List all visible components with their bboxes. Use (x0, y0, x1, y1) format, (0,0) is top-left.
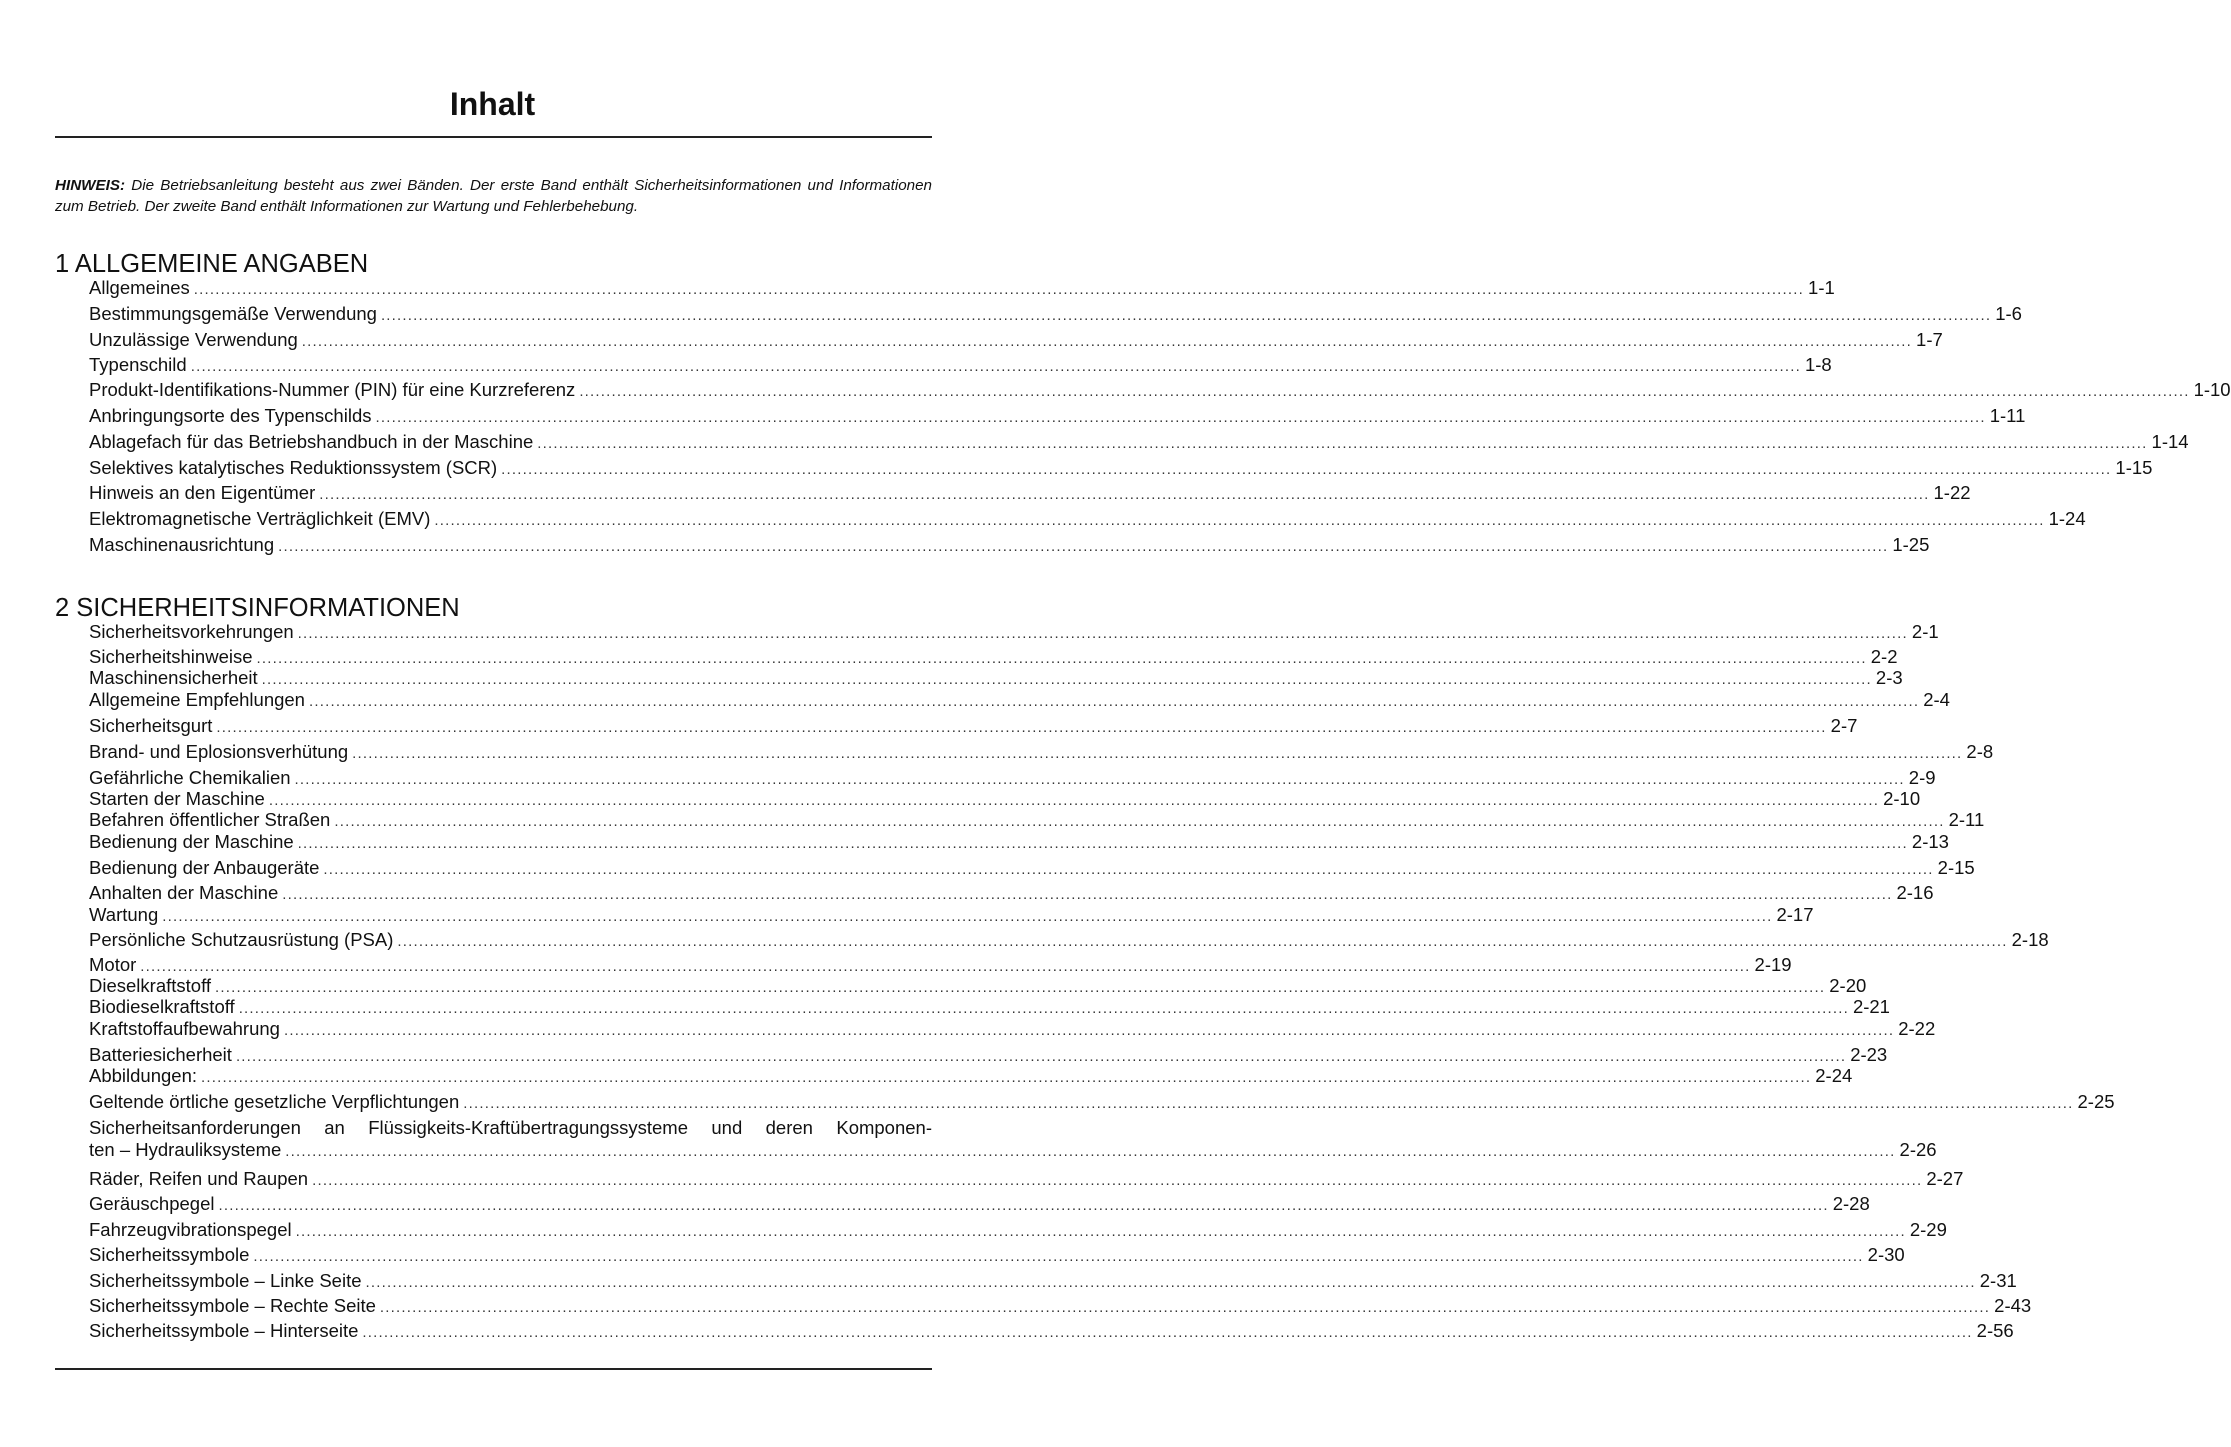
dot-leader: ............................................................................................................................................................................................................................................................................................................ (261, 671, 1872, 688)
dot-leader: ............................................................................................................................................................................................................................................................................................................ (215, 979, 1826, 996)
dot-leader: ............................................................................................................................................................................................................................................................................................................ (256, 650, 1867, 667)
toc-entry-page: 2-10 (1883, 788, 1921, 809)
dot-leader: ............................................................................................................................................................................................................................................................................................................ (253, 1248, 1864, 1265)
dot-leader: ............................................................................................................................................................................................................................................................................................................ (140, 958, 1751, 975)
note-label: HINWEIS: (55, 177, 126, 194)
dot-leader: ............................................................................................................................................................................................................................................................................................................ (352, 745, 1963, 762)
dot-leader: ............................................................................................................................................................................................................................................................................................................ (463, 1095, 2074, 1112)
toc-entry-title: Brand- und Eplosionsverhütung (89, 741, 349, 762)
dot-leader: ............................................................................................................................................................................................................................................................................................................ (235, 1048, 1847, 1065)
toc-entry[interactable] (89, 929, 2049, 953)
toc-entry-page: 2-1 (1911, 621, 1939, 642)
toc-entry-page: 2-11 (1948, 809, 1985, 830)
toc-entry-title: Anhalten der Maschine (89, 882, 279, 903)
toc-entry-page: 1-6 (1995, 303, 2022, 324)
toc-entry-title: Allgemeines (89, 277, 190, 298)
dot-leader: ............................................................................................................................................................................................................................................................................................................ (297, 625, 1908, 642)
toc-entry-title: Sicherheitssymbole – Linke Seite (89, 1270, 362, 1291)
dot-leader: ............................................................................................................................................................................................................................................................................................................ (216, 719, 1827, 736)
section-heading-sicherheitsinformationen: 2 SICHERHEITSINFORMATIONEN (55, 594, 460, 622)
dot-leader: ............................................................................................................................................................................................................................................................................................................ (397, 933, 2008, 950)
dot-leader: ............................................................................................................................................................................................................................................................................................................ (282, 886, 1893, 903)
toc-entry-page: 2-23 (1850, 1044, 1888, 1065)
toc-entry-page: 2-29 (1909, 1219, 1947, 1240)
toc-entry-page: 2-7 (1830, 715, 1858, 736)
toc-entry[interactable] (89, 715, 1858, 739)
note-text: Die Betriebsanleitung besteht aus zwei Bänden. Der erste Band enthält Sicherheitsinformationen und Informationen zum Betrieb. Der zweite Band enthält Informationen zur Wartung und Fehlerbehebung. (55, 177, 932, 215)
toc-entry[interactable] (89, 1091, 2115, 1115)
dot-leader: ............................................................................................................................................................................................................................................................................................................ (278, 538, 1889, 555)
toc-entry[interactable] (89, 1168, 1964, 1192)
toc-entry-title: Bedienung der Maschine (89, 831, 294, 852)
dot-leader: ............................................................................................................................................................................................................................................................................................................ (201, 1069, 1812, 1086)
dot-leader: ............................................................................................................................................................................................................................................................................................................ (295, 1223, 1906, 1240)
toc-entry-page: 2-25 (2077, 1091, 2115, 1112)
dot-leader: ............................................................................................................................................................................................................................................................................................................ (218, 1197, 1829, 1214)
toc-entry-title: Allgemeine Empfehlungen (89, 689, 305, 710)
toc-entry-page: 1-8 (1804, 354, 1832, 375)
toc-entry-page: 1-1 (1808, 277, 1835, 298)
toc-entry[interactable] (89, 621, 1939, 645)
top-divider (55, 136, 932, 138)
toc-entry-title: Sicherheitsgurt (89, 715, 213, 736)
toc-entry-page: 2-4 (1923, 689, 1950, 710)
toc-entry-page: 2-18 (2011, 929, 2049, 950)
toc-entry-title: Selektives katalytisches Reduktionssystem (SCR) (89, 457, 498, 478)
toc-entry-title: Dieselkraftstoff (89, 975, 212, 996)
toc-entry-page: 1-22 (1933, 482, 1971, 503)
toc-entry[interactable] (89, 303, 2022, 327)
toc-entry-page: 2-26 (1899, 1139, 1937, 1160)
toc-entry[interactable] (89, 857, 1975, 881)
toc-entry-title: Bedienung der Anbaugeräte (89, 857, 320, 878)
toc-entry-title: Sicherheitssymbole – Hinterseite (89, 1320, 359, 1341)
toc-entry-title: Kraftstoffaufbewahrung (89, 1018, 280, 1039)
bottom-divider (55, 1368, 932, 1370)
toc-entry-page: 1-25 (1892, 534, 1930, 555)
dot-leader: ............................................................................................................................................................................................................................................................................................................ (283, 1022, 1895, 1039)
toc-entry-page: 2-28 (1832, 1193, 1870, 1214)
toc-entry-page: 2-3 (1875, 667, 1903, 688)
toc-entry[interactable] (89, 1295, 2032, 1319)
toc-entry-page: 2-43 (1994, 1295, 2032, 1316)
toc-entry[interactable] (89, 1320, 2014, 1344)
toc-entry[interactable] (89, 431, 2189, 455)
toc-entry[interactable] (89, 534, 1930, 558)
dot-leader: ............................................................................................................................................................................................................................................................................................................ (323, 861, 1934, 878)
dot-leader: ............................................................................................................................................................................................................................................................................................................ (365, 1274, 1976, 1291)
toc-entry-page: 2-19 (1754, 954, 1792, 975)
toc-entry-page: 2-24 (1815, 1065, 1853, 1086)
toc-entry-page: 2-9 (1908, 767, 1936, 788)
toc-entry-title: Räder, Reifen und Raupen (89, 1168, 309, 1189)
dot-leader: ............................................................................................................................................................................................................................................................................................................ (190, 358, 1801, 375)
dot-leader: ............................................................................................................................................................................................................................................................................................................ (301, 333, 1913, 350)
toc-entry-title: Produkt-Identifikations-Nummer (PIN) für eine Kurzreferenz (89, 379, 576, 400)
toc-entry-page: 2-15 (1937, 857, 1975, 878)
dot-leader: ............................................................................................................................................................................................................................................................................................................ (312, 1172, 1923, 1189)
dot-leader: ............................................................................................................................................................................................................................................................................................................ (380, 307, 1992, 324)
toc-entry-page: 1-11 (1989, 405, 2026, 426)
note-paragraph (55, 176, 932, 217)
toc-entry[interactable] (89, 329, 1943, 353)
toc-entry[interactable] (89, 882, 1934, 906)
dot-leader: ............................................................................................................................................................................................................................................................................................................ (297, 835, 1908, 852)
toc-entry-title: ten – Hydrauliksysteme (89, 1139, 282, 1160)
toc-entry-title: Maschinenausrichtung (89, 534, 275, 555)
toc-entry-page: 1-15 (2115, 457, 2153, 478)
toc-entry-title: Elektromagnetische Verträglichkeit (EMV) (89, 508, 431, 529)
toc-entry[interactable] (89, 457, 2153, 481)
dot-leader: ............................................................................................................................................................................................................................................................................................................ (362, 1324, 1973, 1341)
toc-entry[interactable] (89, 482, 1971, 506)
toc-entry[interactable] (89, 1244, 1905, 1268)
toc-entry-page: 2-30 (1867, 1244, 1905, 1265)
toc-entry-page: 2-56 (1976, 1320, 2014, 1341)
toc-entry-title: Motor (89, 954, 137, 975)
toc-entry-title: Gefährliche Chemikalien (89, 767, 291, 788)
toc-entry-title: Fahrzeugvibrationspegel (89, 1219, 292, 1240)
dot-leader: ............................................................................................................................................................................................................................................................................................................ (319, 486, 1930, 503)
dot-leader: ............................................................................................................................................................................................................................................................................................................ (162, 908, 1773, 925)
toc-entry-title: Sicherheitshinweise (89, 646, 253, 667)
toc-entry[interactable] (89, 904, 1814, 928)
toc-entry-page: 2-2 (1870, 646, 1898, 667)
toc-entry-title: Persönliche Schutzausrüstung (PSA) (89, 929, 394, 950)
dot-leader: ............................................................................................................................................................................................................................................................................................................ (238, 1000, 1849, 1017)
toc-entry-page: 2-16 (1896, 882, 1934, 903)
toc-entry-page: 1-10 (2193, 379, 2231, 400)
dot-leader: ............................................................................................................................................................................................................................................................................................................ (193, 281, 1805, 298)
toc-entry-title: Geltende örtliche gesetzliche Verpflichtungen (89, 1091, 460, 1112)
toc-entry-title: Bestimmungsgemäße Verwendung (89, 303, 377, 324)
toc-entry-page: 1-24 (2048, 508, 2086, 529)
dot-leader: ............................................................................................................................................................................................................................................................................................................ (294, 771, 1905, 788)
section-heading-allgemeine-angaben: 1 ALLGEMEINE ANGABEN (55, 250, 369, 278)
toc-entry-title: Geräuschpegel (89, 1193, 215, 1214)
toc-entry-title: Hinweis an den Eigentümer (89, 482, 316, 503)
toc-entry-page: 2-13 (1911, 831, 1949, 852)
toc-entry[interactable] (89, 1018, 1936, 1042)
toc-entry-title: Sicherheitssymbole – Rechte Seite (89, 1295, 376, 1316)
toc-entry[interactable] (89, 277, 1835, 301)
toc-entry-page: 2-31 (1979, 1270, 2017, 1291)
toc-entry-title: Anbringungsorte des Typenschilds (89, 405, 372, 426)
toc-entry-title: Starten der Maschine (89, 788, 265, 809)
toc-entry-page: 2-17 (1776, 904, 1814, 925)
toc-entry[interactable] (89, 741, 1994, 765)
toc-entry[interactable] (89, 809, 1985, 833)
toc-entry[interactable] (89, 996, 1890, 1020)
toc-entry-page: 2-27 (1926, 1168, 1964, 1189)
dot-leader: ............................................................................................................................................................................................................................................................................................................ (334, 813, 1945, 830)
toc-entry[interactable] (89, 1270, 2017, 1294)
toc-entry-title: Befahren öffentlicher Straßen (89, 809, 331, 830)
toc-entry-title: Biodieselkraftstoff (89, 996, 235, 1017)
toc-entry[interactable] (89, 1219, 1947, 1243)
toc-entry-title: Batteriesicherheit (89, 1044, 232, 1065)
toc-entry-page: 1-14 (2151, 431, 2189, 452)
toc-entry-page: 2-21 (1852, 996, 1890, 1017)
toc-entry-page: 1-7 (1916, 329, 1943, 350)
dot-leader: ............................................................................................................................................................................................................................................................................................................ (579, 383, 2190, 400)
toc-entry[interactable] (89, 1065, 1853, 1089)
toc-entry[interactable] (89, 508, 2086, 532)
dot-leader: ............................................................................................................................................................................................................................................................................................................ (501, 461, 2112, 478)
toc-entry-title: Maschinensicherheit (89, 667, 258, 688)
toc-entry[interactable] (89, 379, 2231, 403)
toc-entry[interactable] (89, 689, 1950, 713)
toc-entry-title: Sicherheitssymbole (89, 1244, 250, 1265)
dot-leader: ............................................................................................................................................................................................................................................................................................................ (375, 409, 1986, 426)
dot-leader: ............................................................................................................................................................................................................................................................................................................ (308, 693, 1920, 710)
toc-entry-title: Abbildungen: (89, 1065, 198, 1086)
toc-entry[interactable] (89, 831, 1949, 855)
dot-leader: ............................................................................................................................................................................................................................................................................................................ (285, 1143, 1896, 1160)
toc-entry-title: Typenschild (89, 354, 187, 375)
toc-entry[interactable] (89, 667, 1903, 691)
toc-entry-title-line1: Sicherheitsanforderungen an Flüssigkeits-Kraftübertragungssysteme und deren Komponen- (89, 1117, 932, 1138)
dot-leader: ............................................................................................................................................................................................................................................................................................................ (268, 792, 1880, 809)
dot-leader: ............................................................................................................................................................................................................................................................................................................ (537, 435, 2148, 452)
toc-entry-title: Ablagefach für das Betriebshandbuch in der Maschine (89, 431, 534, 452)
toc-entry[interactable] (89, 354, 1832, 378)
dot-leader: ............................................................................................................................................................................................................................................................................................................ (434, 512, 2045, 529)
toc-entry[interactable] (89, 1193, 1870, 1217)
page-title: Inhalt (449, 86, 536, 122)
toc-entry-title: Sicherheitsvorkehrungen (89, 621, 294, 642)
dot-leader: ............................................................................................................................................................................................................................................................................................................ (379, 1299, 1991, 1316)
toc-entry-title: Unzulässige Verwendung (89, 329, 298, 350)
toc-entry-page: 2-22 (1898, 1018, 1936, 1039)
toc-entry-title: Wartung (89, 904, 159, 925)
toc-entry-page: 2-8 (1966, 741, 1994, 762)
toc-entry-page: 2-20 (1829, 975, 1867, 996)
toc-entry[interactable] (89, 405, 2026, 429)
toc-entry[interactable] (89, 1117, 1937, 1163)
